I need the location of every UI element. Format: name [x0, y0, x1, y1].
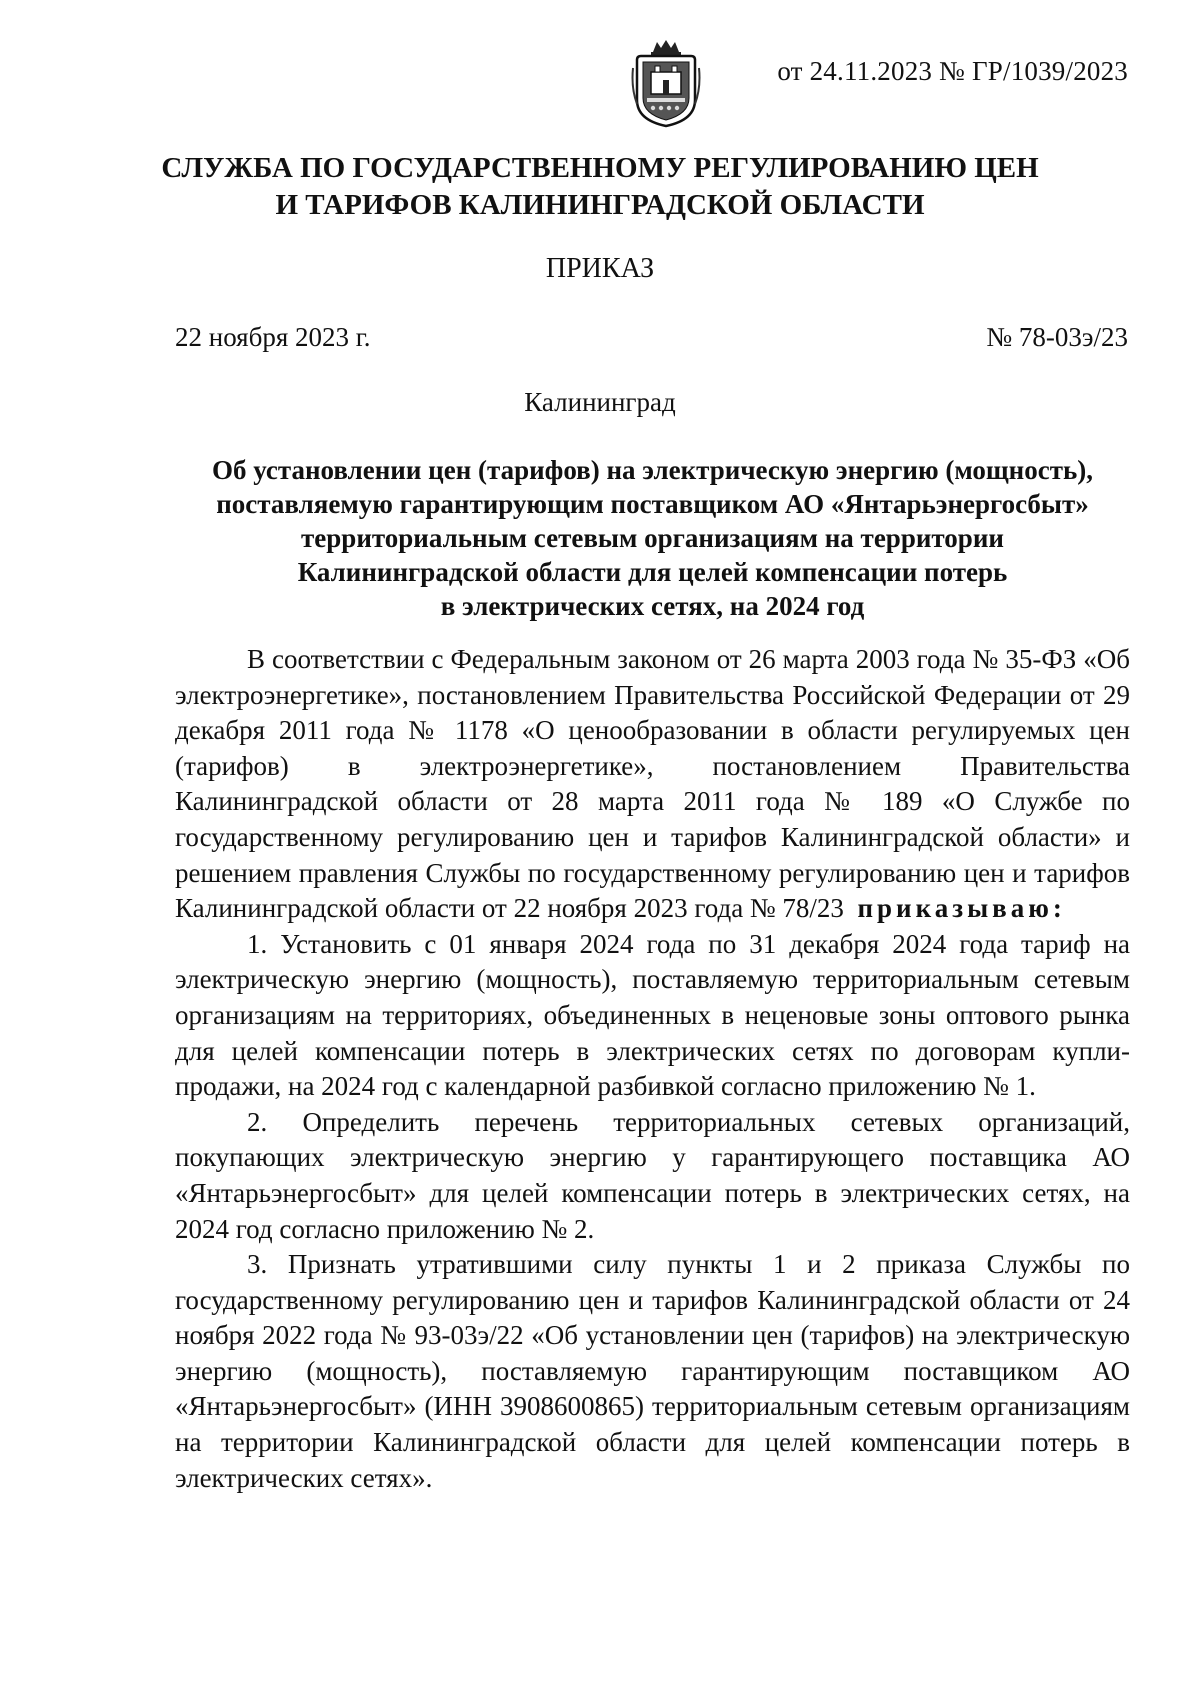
item-paragraph: 3. Признать утратившими силу пункты 1 и 2 приказа Службы по государственному регулированию цен и тарифов Калининградской области от 24 ноября 2022 года № 93-03э/22 «Об установлении цен (тарифов) на электрическую энергию (мощность), поставляемую гарантирующим поставщиком АО «Янтарьэнергосбыт» (ИНН 3908600865) территориальным сетевым организациям на территории Калининградской области для целей компенсации потерь в электрических сетях». [175, 1249, 1130, 1493]
agency-name-line: И ТАРИФОВ КАЛИНИНГРАДСКОЙ ОБЛАСТИ [275, 189, 925, 221]
title-line: территориальным сетевым организациям на территории [301, 523, 1004, 553]
document-type: ПРИКАЗ [545, 253, 655, 284]
item-paragraph: 1. Установить с 01 января 2024 года по 31 декабря 2024 года тариф на электрическую энергию (мощность), поставляемую территориальным сетевым организациям на территориях, объединенных в неценовые зоны оптового рынка для целей компенсации потерь в электрических сетях по договорам купли-продажи, на 2024 год с календарной разбивкой согласно приложению № 1. [175, 928, 1130, 1102]
item-paragraph: 2. Определить перечень территориальных сетевых организаций, покупающих электрическую энергию у гарантирующего поставщика АО «Янтарьэнергосбыт» для целей компенсации потерь в электрических сетях, на 2024 год согласно приложению № 2. [175, 1106, 1130, 1244]
registration-number: от 24.11.2023 № ГР/1039/2023 [777, 56, 1128, 86]
preamble-text: В соответствии с Федеральным законом от 26 марта 2003 года № 35-ФЗ «Об электроэнергетике», постановлением Правительства Российской Федерации от 29 декабря 2011 года № 1178 «О ценообразовании в области регулируемых цен (тарифов) в электроэнергетике», постановлением Правительства Калининградской области от 28 марта 2011 года № 189 «О Службе по государственному регулированию цен и тарифов Калининградской области» и решением правления Службы по государственному регулированию цен и тарифов Калининградской области от 22 ноября 2023 года № 78/23 [175, 644, 1130, 924]
agency-name-line: СЛУЖБА ПО ГОСУДАРСТВЕННОМУ РЕГУЛИРОВАНИЮ ЦЕН [161, 152, 1039, 184]
city-name: Калининград [524, 387, 676, 417]
order-number: № 78-03э/23 [986, 322, 1128, 352]
title-line: Об установлении цен (тарифов) на электрическую энергию (мощность), [212, 455, 1093, 485]
document-body [175, 642, 1130, 1496]
order-word: приказываю: [857, 893, 1066, 924]
title-line: поставляемую гарантирующим поставщиком АО «Янтарьэнергосбыт» [216, 489, 1089, 519]
coat-of-arms-icon [631, 38, 701, 128]
title-line: Калининградской области для целей компенсации потерь [297, 557, 1008, 587]
agency-name [0, 150, 1200, 224]
title-line: в электрических сетях, на 2024 год [440, 591, 865, 621]
document-title [175, 453, 1130, 623]
preamble-paragraph [175, 642, 1130, 927]
order-date: 22 ноября 2023 г. [175, 322, 371, 352]
